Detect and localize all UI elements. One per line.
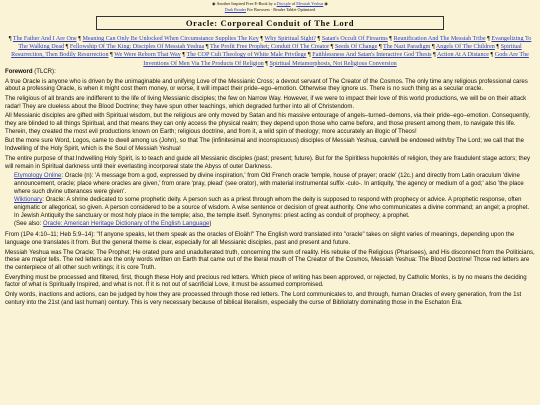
page-title: Oracle: Corporeal Conduit of The Lord [96, 16, 444, 30]
pilcrow-separator: ¶ [317, 36, 322, 42]
see-also-line: (See also: Oracle: American Heritage Dictionary of the English Language) [14, 221, 212, 228]
chapter-links-nav [8, 35, 532, 68]
definitions-block [5, 173, 535, 229]
header-icon: ◉ [212, 1, 216, 6]
etymology-definition: Etymology Online: Oracle (n): 'A message from a god, expressed by divine inspiration,' from Old French oracle 'temple, house of prayer; oracle' (12c.) and directly from Latin oraculum 'divine announcement, oracle; place where oracles are given,' from orare 'pray, plead' (see orator), with material instrumental suffix -culo-. In antiquity, 'the agency or medium of a god;' also 'the place where such divine utterances were given'. [14, 173, 524, 195]
header-line-2: Dark Reader For Browsers · Reader Tablet Optimized [224, 6, 316, 12]
pilcrow-separator: ¶ [307, 52, 313, 59]
chapter-link[interactable]: Spiritual Resurrection, Then Bodily Resurrection [11, 44, 522, 59]
chapter-link[interactable]: The Father And I Are One [12, 36, 77, 42]
chapter-link[interactable]: Faithlessness And Satan's Interactive God Thesis [312, 52, 432, 59]
chapter-link[interactable]: Reunification And The Messiah Tribe [393, 36, 486, 42]
chapter-link[interactable]: Angels Of The Children [435, 44, 495, 51]
chapter-link[interactable]: Meaning Can Only Be Unlocked When Circumstance Supplies The Key [82, 36, 259, 42]
pilcrow-separator: ¶ [110, 52, 115, 59]
article-body [5, 69, 535, 308]
pilcrow-separator: ¶ [65, 44, 70, 51]
pilcrow-separator: ¶ [487, 36, 492, 42]
pilcrow-separator: ¶ [433, 52, 437, 59]
pilcrow-separator: ¶ [265, 60, 270, 67]
chapter-link[interactable]: The Profit Free Prophet; Conduit Of The Creator [209, 44, 330, 51]
pilcrow-separator: ¶ [205, 44, 210, 51]
paragraph-3: All Messianic disciples are gifted with Spiritual wisdom, but the religious are only moved by Satan and his massive entourage of angels–turned–demons, via their pride–ego–emotion. Consequently, they are blinded to all things Spiritual, and that means they can only access the physical realm; they depend upon those who came before, and those present among them, to navigate this life. Therein, they created the most evil productions known on Earth; religious doctrine, and from it, a wild spin of theology; more accurately an illogic of Theos! [5, 113, 530, 135]
chapter-link[interactable]: Spiritual Metamorphosis, Not Religious Conversion [269, 60, 397, 67]
american-heritage-link[interactable]: Oracle: American Heritage Dictionary of the English Language [42, 221, 210, 228]
chapter-link[interactable]: Why Spiritual Sight? [264, 36, 316, 42]
pilcrow-separator: ¶ [330, 44, 335, 51]
dark-reader-link[interactable]: Dark Reader [224, 6, 247, 12]
paragraph-7: Messiah Yeshua was The Oracle; The Prophet; He orated pure and unadulterated truth, concerning the sum of reality. His rebuke of the Religious (Pharisees), and His disconnect from the Politicians, these are major tells. The red letters are the only words written on Earth that came out of the literal mouth of The Creator of the Cosmos, Messiah Yeshua: The Blood Doctrine! Those red letters are the centerpiece of all other such writings; it is core Truth. [5, 249, 535, 271]
wiktionary-definition: Wiktionary: Oracle: A shrine dedicated to some prophetic deity. A person such as a priest through whom the deity is supposed to respond with prophecy or advice. A prophetic response, often enigmatic or allegorical, so given. A person considered to be a source of wisdom. A wise sentence or decision of great authority. One who communicates a divine command; an angel; a prophet. In Jewish Antiquity the sanctuary or most holy place in the temple; also, the temple itself. Synonyms: priest acting as conduit of prophecy; a prophet. [14, 197, 530, 219]
pilcrow-separator: ¶ [182, 52, 187, 59]
chapter-link[interactable]: Evangelizing To The Walking Dead [18, 36, 532, 51]
chapter-link[interactable]: Fellowship Of The King: Disciples Of Messiah Yeshua [69, 44, 205, 51]
paragraph-6: From (1Pe 4:10–11; Heb 5:9–14): "If anyone speaks, let them speak as the oracles of Eloäh!" The English word translated into "oracle" takes on slight varies of meanings, depending upon the language one translates it from. But the general theme is clear, especially for all Messianic disciples, past and present and future. [5, 232, 515, 246]
paragraph-9: Only words, inactions and actions, can be judged by how they are processed through those red letters. The Lord communicates to, and through, human Oracles of every generation, from the 1st century into the 21st (and last human) century. This is very necessary because of biblical literalism, especially the curse of Bibliolatry dominating those in the Eschaton Era. [5, 292, 522, 306]
pilcrow-separator: ¶ [8, 36, 13, 42]
site-header [0, 0, 540, 12]
chapter-link[interactable]: The COP Cult Theology of White Male Privilege [186, 52, 307, 59]
disciple-link[interactable]: Disciple [276, 1, 291, 6]
pilcrow-separator: ¶ [490, 52, 495, 59]
pilcrow-separator: ¶ [78, 36, 83, 42]
paragraph-4: But the more sure Word, Logos, came to dwell among us (John), so that The (infinitesimal and inconspicuous) disciples of Messiah Yeshua, can/will be endowed with/by The Lord; we call that the Indwelling of the Holy Spirit, which is the Soul of Messiah Yeshua! [5, 138, 524, 153]
chapter-link[interactable]: We Were Reborn That Way [114, 52, 181, 59]
chapter-link[interactable]: Seeds Of Change [334, 44, 378, 51]
messiah-yeshua-link[interactable]: Messiah Yeshua [296, 1, 324, 6]
header-line-1: ◉ Another Inspired Free E-Book by a Disciple of Messiah Yeshua ◉ [212, 1, 328, 6]
etymology-online-link[interactable]: Etymology Online [14, 173, 62, 180]
wiktionary-link[interactable]: Wiktionary [14, 197, 43, 204]
pilcrow-separator: ¶ [378, 44, 383, 51]
paragraph-5: The entire purpose of that Indwelling Holy Spirit, is to teach and guide all Messianic disciples (past; present; future). But for the Spiritless hupokrités of religion, they are fraudulent stage actors; they will remain in Spiritual darkness until their everlasting incorporeal state the Abyss of outer Darkness. [5, 155, 531, 170]
pilcrow-separator: ¶ [431, 44, 436, 51]
foreword-heading: Foreword (TLCR): [5, 68, 56, 75]
chapter-link[interactable]: The Nazi Paradigm [383, 44, 431, 51]
chapter-link[interactable]: Satan's Occult Of Firearms [321, 36, 388, 42]
pilcrow-separator: ¶ [389, 36, 394, 42]
pilcrow-separator: ¶ [260, 36, 265, 42]
paragraph-1: A true Oracle is anyone who is driven by the unimaginable and unifying Love of the Messianic Cross; a devout servant of The Creator of the Cosmos. The only time any religious professional cares about a professing Oracle, is when it might cost them money, or worse, it will impact their pride–ego–emotion. Otherwise they ignore us. There is no such thing as a secular oracle. [5, 78, 528, 93]
chapter-link[interactable]: Gods Are The Inventions Of Men Via The Products Of Religion [143, 52, 529, 67]
paragraph-8: Everything must be processed and filtered, first, though these Holy and precious red letters. Which piece of writing has been approved, or rejected, by Catholic Monks, is by no means the deciding factor of what is Spiritually Inspired, and what is not. If it is not out of sacrificial Love, it must be assumed compromised. [5, 274, 527, 289]
pilcrow-separator: ¶ [496, 44, 501, 51]
paragraph-2: The religious of all brands are indifferent to the life of living Messianic disciples; the few on Narrow Way. However, if we were to impact their love of this world productions, we will be on their attack radar! They are clueless about the Blood Doctrine; they have spun other teachings, which degraded further into all of Christendom. [5, 95, 527, 110]
header-icon-right: ◉ [324, 1, 328, 6]
chapter-link[interactable]: Action At A Distance [437, 52, 489, 59]
